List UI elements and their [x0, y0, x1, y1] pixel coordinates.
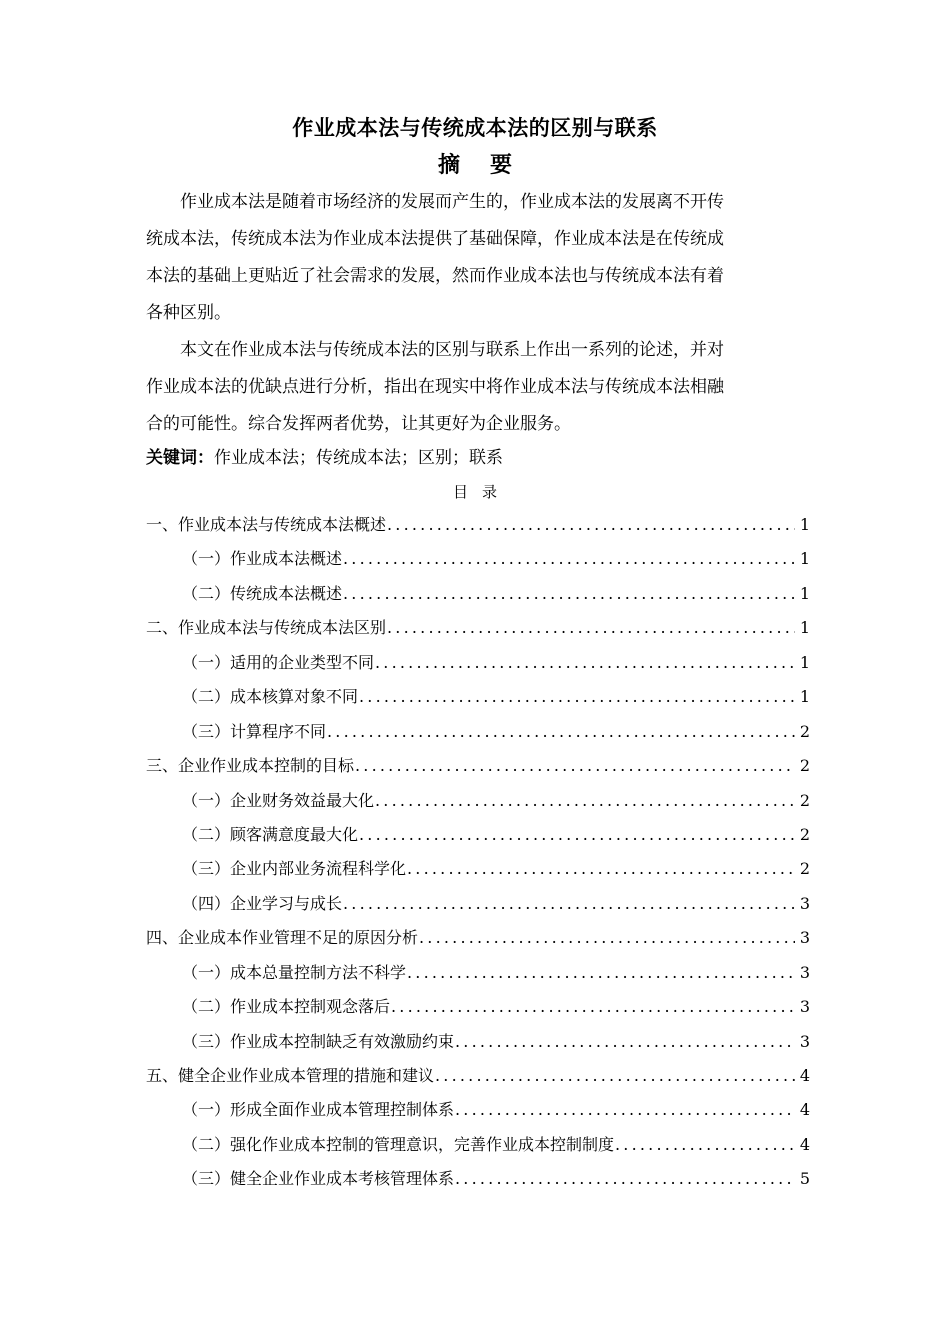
toc-entry[interactable] — [146, 683, 810, 717]
toc-page-number: 2 — [799, 824, 810, 844]
document-title: 作业成本法与传统成本法的区别与联系 — [292, 116, 658, 140]
toc-entry[interactable] — [146, 580, 810, 614]
toc-page-number: 1 — [799, 618, 810, 638]
toc-entry-title: （二）强化作业成本控制的管理意识，完善作业成本控制制度 — [182, 1134, 615, 1154]
toc-entry-title: 四、企业成本作业管理不足的原因分析 — [146, 928, 419, 948]
toc-entry-title: 二、作业成本法与传统成本法区别 — [146, 618, 387, 638]
toc-page-number: 5 — [799, 1169, 810, 1189]
toc-leader-dots — [435, 1062, 795, 1090]
toc-entry-title: （二）传统成本法概述 — [182, 583, 343, 603]
toc-entry-title: （三）计算程序不同 — [182, 721, 327, 741]
toc-page-number: 2 — [799, 859, 810, 879]
keywords-label: 关键词： — [146, 448, 214, 468]
toc-entry[interactable] — [146, 1165, 810, 1199]
toc-entry[interactable] — [146, 1131, 810, 1165]
toc-page-number: 1 — [799, 583, 810, 603]
toc-page-number: 2 — [799, 721, 810, 741]
toc-leader-dots — [455, 1165, 795, 1193]
toc-leader-dots — [343, 580, 795, 608]
toc-leader-dots — [359, 683, 795, 711]
toc-page-number: 3 — [799, 893, 810, 913]
toc-entry-title: （二）顾客满意度最大化 — [182, 824, 359, 844]
abstract-line: 本法的基础上更贴近了社会需求的发展，然而作业成本法也与传统成本法有着 — [146, 266, 724, 286]
toc-entry-title: （三）企业内部业务流程科学化 — [182, 859, 407, 879]
toc-leader-dots — [343, 545, 795, 573]
toc-leader-dots — [387, 614, 795, 642]
toc-entry[interactable] — [146, 718, 810, 752]
toc-entry-title: （一）形成全面作业成本管理控制体系 — [182, 1100, 455, 1120]
abstract-paragraph-2 — [146, 332, 810, 443]
toc-leader-dots — [455, 1096, 795, 1124]
toc-entry[interactable] — [146, 787, 810, 821]
toc-entry-title: （一）成本总量控制方法不科学 — [182, 962, 407, 982]
toc-leader-dots — [375, 787, 795, 815]
toc-entry-title: （三）作业成本控制缺乏有效激励约束 — [182, 1031, 455, 1051]
abstract-line: 各种区别。 — [146, 303, 231, 323]
toc-leader-dots — [407, 959, 795, 987]
toc-page-number: 3 — [799, 928, 810, 948]
toc-entry-title: （二）作业成本控制观念落后 — [182, 997, 391, 1017]
toc-page-number: 1 — [799, 549, 810, 569]
toc-page-number: 3 — [799, 1031, 810, 1051]
toc-leader-dots — [327, 718, 795, 746]
toc-page-number: 2 — [799, 756, 810, 776]
toc-entry[interactable] — [146, 614, 810, 648]
toc-page-number: 1 — [799, 515, 810, 534]
keywords — [146, 443, 503, 468]
toc-page-number: 3 — [799, 962, 810, 982]
toc-entry[interactable] — [146, 1096, 810, 1130]
toc-entry-title: （二）成本核算对象不同 — [182, 687, 359, 707]
abstract-line: 本文在作业成本法与传统成本法的区别与联系上作出一系列的论述，并对 — [180, 340, 724, 360]
toc-entry-title: 一、作业成本法与传统成本法概述 — [146, 515, 387, 534]
toc-entry[interactable] — [146, 1062, 810, 1096]
toc-heading: 目录 — [452, 483, 511, 501]
toc-page-number: 4 — [799, 1100, 810, 1120]
toc-leader-dots — [391, 993, 795, 1021]
toc-page-number: 4 — [799, 1066, 810, 1085]
abstract-line: 合的可能性。综合发挥两者优势，让其更好为企业服务。 — [146, 414, 571, 434]
toc-entry[interactable] — [146, 821, 810, 855]
toc-entry-title: （一）作业成本法概述 — [182, 549, 343, 569]
toc-leader-dots — [343, 890, 795, 918]
toc-leader-dots — [419, 924, 795, 952]
toc-entry[interactable] — [146, 752, 810, 786]
toc-page-number: 1 — [799, 652, 810, 672]
abstract-paragraph-1 — [146, 184, 810, 332]
toc-entry[interactable] — [146, 511, 810, 545]
abstract-line: 作业成本法的优缺点进行分析，指出在现实中将作业成本法与传统成本法相融 — [146, 377, 724, 397]
abstract-line: 统成本法，传统成本法为作业成本法提供了基础保障，作业成本法是在传统成 — [146, 229, 724, 249]
toc-entry-title: （一）企业财务效益最大化 — [182, 790, 375, 810]
toc-entry[interactable] — [146, 855, 810, 889]
toc-entry-title: 三、企业作业成本控制的目标 — [146, 756, 355, 776]
toc-leader-dots — [359, 821, 795, 849]
toc-entry[interactable] — [146, 959, 810, 993]
toc-entry[interactable] — [146, 545, 810, 579]
toc-leader-dots — [455, 1028, 795, 1056]
keywords-text: 作业成本法；传统成本法；区别；联系 — [214, 448, 503, 468]
toc-leader-dots — [355, 752, 795, 780]
abstract-line: 作业成本法是随着市场经济的发展而产生的，作业成本法的发展离不开传 — [180, 192, 724, 212]
toc-page-number: 4 — [799, 1134, 810, 1154]
toc-entry[interactable] — [146, 924, 810, 958]
toc-page-number: 2 — [799, 790, 810, 810]
toc-entry-title: （四）企业学习与成长 — [182, 893, 343, 913]
toc-page-number: 3 — [799, 997, 810, 1017]
toc-entry[interactable] — [146, 649, 810, 683]
toc-page-number: 1 — [799, 687, 810, 707]
toc-entry[interactable] — [146, 1028, 810, 1062]
toc-leader-dots — [375, 649, 795, 677]
toc-entry[interactable] — [146, 993, 810, 1027]
toc-entry[interactable] — [146, 890, 810, 924]
toc-leader-dots — [407, 855, 795, 883]
toc-entry-title: （一）适用的企业类型不同 — [182, 652, 375, 672]
table-of-contents — [146, 511, 810, 1200]
toc-leader-dots — [387, 511, 795, 539]
toc-entry-title: （三）健全企业作业成本考核管理体系 — [182, 1169, 455, 1189]
toc-entry-title: 五、健全企业作业成本管理的措施和建议 — [146, 1066, 435, 1085]
abstract-heading: 摘要 — [437, 153, 542, 178]
toc-leader-dots — [615, 1131, 795, 1159]
